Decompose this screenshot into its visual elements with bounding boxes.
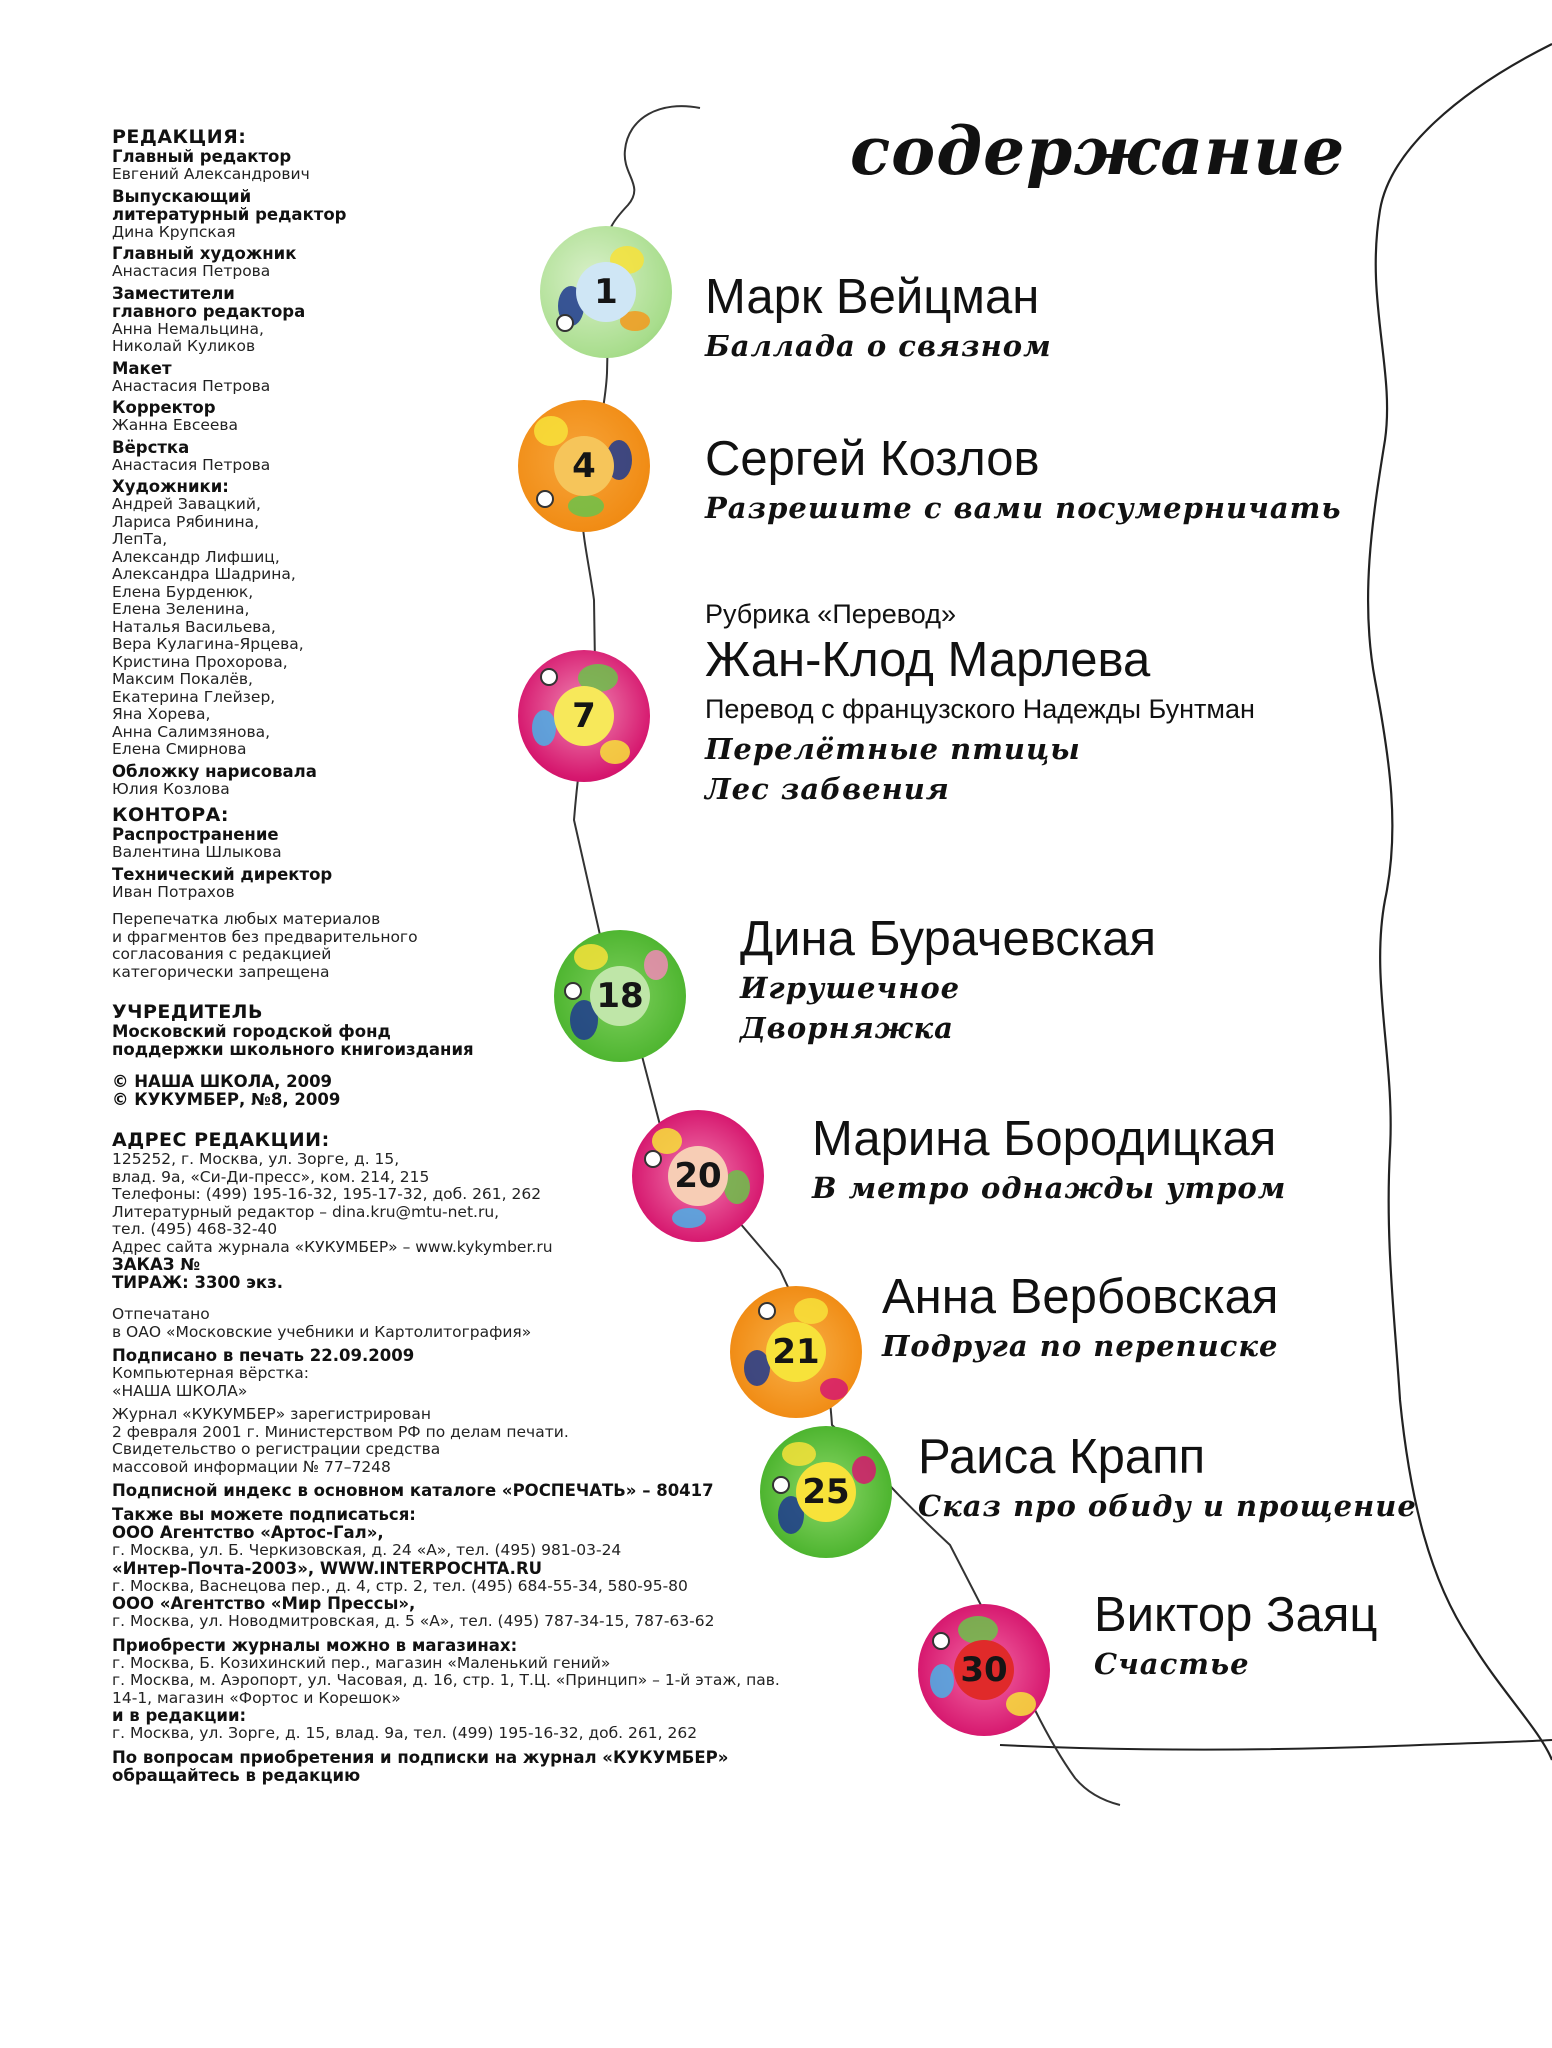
staff-names: Юлия Козлова bbox=[112, 779, 230, 798]
page-badge-7[interactable] bbox=[518, 650, 650, 782]
page-number: 21 bbox=[766, 1322, 826, 1382]
rubric-label: Рубрика «Перевод» bbox=[705, 599, 957, 629]
author-name[interactable]: Дина Бурачевская bbox=[740, 912, 1156, 966]
author-name[interactable]: Марина Бородицкая bbox=[812, 1112, 1277, 1166]
run-text: ТИРАЖ: 3300 экз. bbox=[112, 1273, 283, 1292]
office-names: Валентина Шлыкова bbox=[112, 843, 282, 861]
page-number: 25 bbox=[796, 1462, 856, 1522]
toc-entry[interactable] bbox=[705, 430, 1341, 528]
badge-dot bbox=[540, 668, 558, 686]
staff-names: Дина Крупская bbox=[112, 222, 236, 241]
agency-name: «Интер-Почта-2003», WWW.INTERPOCHTA.RU bbox=[112, 1558, 543, 1578]
author-name[interactable]: Жан-Клод Марлева bbox=[705, 633, 1151, 687]
work-title[interactable]: Подруга по переписке bbox=[882, 1329, 1279, 1363]
staff-names: Андрей Завацкий, Лариса Рябинина, ЛепТа, Александр Лифшиц, Александра Шадрина, Елена Бурденюк, Елена Зеленина, Наталья Васильева, Вера Кулагина-Ярцева, Кристина Прохорова, Максим Покалёв, Екатерина Глейзер, Яна Хорева, Анна Салимзянова, Елена Смирнова bbox=[112, 495, 304, 758]
printed-text: Отпечатано в ОАО «Московские учебники и Картолитография» bbox=[112, 1305, 532, 1341]
shops-text: г. Москва, Б. Козихинский пер., магазин «Маленький гений» г. Москва, м. Аэропорт, ул. Часовая, д. 16, стр. 1, Т.Ц. «Принцип» – 1-й этаж, пав. 14-1, магазин «Фортос и Корешок» bbox=[112, 1653, 780, 1707]
questions-text: По вопросам приобретения и подписки на журнал «КУКУМБЕР» обращайтесь в редакцию bbox=[112, 1747, 729, 1785]
author-name[interactable]: Сергей Козлов bbox=[705, 432, 1040, 486]
in-office-heading: и в редакции: bbox=[112, 1706, 247, 1725]
reprint-notice: Перепечатка любых материалов и фрагментов без предварительного согласования с редакцией категорически запрещена bbox=[112, 910, 418, 981]
work-title[interactable]: Лес забвения bbox=[705, 772, 950, 806]
page-badge-25[interactable] bbox=[760, 1426, 892, 1558]
page-badge-30[interactable] bbox=[918, 1604, 1050, 1736]
author-name[interactable]: Виктор Заяц bbox=[1094, 1588, 1378, 1642]
work-title[interactable]: Сказ про обиду и прощение bbox=[918, 1489, 1417, 1523]
badge-dot bbox=[556, 314, 574, 332]
work-title[interactable]: Игрушечное bbox=[740, 971, 961, 1005]
badge-dot bbox=[932, 1632, 950, 1650]
staff-names: Анастасия Петрова bbox=[112, 455, 271, 474]
also-subscribe: Также вы можете подписаться: bbox=[112, 1505, 416, 1524]
founder-text: Московский городской фонд поддержки школьного книгоиздания bbox=[112, 1022, 474, 1059]
agency-address: г. Москва, ул. Б. Черкизовская, д. 24 «А», тел. (495) 981-03-24 bbox=[112, 1541, 622, 1559]
subscription-index: Подписной индекс в основном каталоге «РОСПЕЧАТЬ» – 80417 bbox=[112, 1481, 714, 1500]
toc-entry[interactable] bbox=[882, 1268, 1278, 1366]
toc-entry[interactable] bbox=[705, 597, 1255, 809]
in-office-address: г. Москва, ул. Зорге, д. 15, влад. 9а, тел. (499) 195-16-32, доб. 261, 262 bbox=[112, 1724, 698, 1742]
office-heading: КОНТОРА: bbox=[112, 804, 229, 826]
badge-dot bbox=[564, 982, 582, 1000]
page-title: содержание bbox=[850, 112, 1346, 190]
staff-role: Выпускающий литературный редактор bbox=[112, 186, 347, 224]
phones-text: Телефоны: (499) 195-16-32, 195-17-32, доб. 261, 262 bbox=[112, 1185, 542, 1203]
office-role: Распространение bbox=[112, 825, 279, 844]
imprint-column bbox=[112, 120, 832, 1785]
badge-dot bbox=[536, 490, 554, 508]
toc-entry[interactable] bbox=[918, 1428, 1417, 1526]
staff-role: Главный редактор bbox=[112, 147, 292, 166]
staff-names: Анастасия Петрова bbox=[112, 262, 271, 280]
office-names: Иван Потрахов bbox=[112, 882, 235, 901]
page-number: 18 bbox=[590, 966, 650, 1026]
page-badge-1[interactable] bbox=[540, 226, 672, 358]
page-badge-18[interactable] bbox=[554, 930, 686, 1062]
work-title[interactable]: Счастье bbox=[1094, 1647, 1250, 1681]
toc-entry[interactable] bbox=[705, 268, 1052, 366]
page-number: 4 bbox=[554, 436, 614, 496]
agency-address: г. Москва, Васнецова пер., д. 4, стр. 2, тел. (495) 684-55-34, 580-95-80 bbox=[112, 1576, 688, 1595]
founder-heading: УЧРЕДИТЕЛЬ bbox=[112, 1001, 263, 1023]
copyright-text: © НАША ШКОЛА, 2009 © КУКУМБЕР, №8, 2009 bbox=[112, 1072, 341, 1109]
agency-name: ООО Агентство «Артос-Гал», bbox=[112, 1523, 384, 1542]
work-title[interactable]: В метро однажды утром bbox=[812, 1171, 1287, 1205]
address-text: 125252, г. Москва, ул. Зорге, д. 15, влад. 9а, «Си-Ди-пресс», ком. 214, 215 bbox=[112, 1150, 430, 1186]
staff-role: Макет bbox=[112, 358, 172, 378]
order-text: ЗАКАЗ № bbox=[112, 1255, 201, 1274]
toc-entry[interactable] bbox=[740, 910, 1156, 1048]
staff-role: Главный художник bbox=[112, 244, 297, 263]
translator-credit: Перевод с французского Надежды Бунтман bbox=[705, 694, 1255, 724]
registration-text: Журнал «КУКУМБЕР» зарегистрирован 2 февраля 2001 г. Министерством РФ по делам печати. Свидетельство о регистрации средства массовой информации № 77–7248 bbox=[112, 1405, 569, 1476]
shops-heading: Приобрести журналы можно в магазинах: bbox=[112, 1635, 518, 1655]
author-name[interactable]: Раиса Крапп bbox=[918, 1430, 1206, 1484]
staff-names: Анастасия Петрова bbox=[112, 376, 271, 395]
page-number: 30 bbox=[954, 1640, 1014, 1700]
work-title[interactable]: Дворняжка bbox=[740, 1011, 954, 1045]
address-heading: АДРЕС РЕДАКЦИИ: bbox=[112, 1129, 330, 1151]
agency-address: г. Москва, ул. Новодмитровская, д. 5 «А», тел. (495) 787-34-15, 787-63-62 bbox=[112, 1612, 715, 1630]
bottom-right-curve bbox=[1000, 1740, 1552, 1750]
page-number: 20 bbox=[668, 1146, 728, 1206]
work-title[interactable]: Баллада о связном bbox=[705, 329, 1052, 363]
staff-role: Заместители главного редактора bbox=[112, 283, 306, 321]
lit-editor-contact: Литературный редактор – dina.kru@mtu-net.ru, тел. (495) 468-32-40 bbox=[112, 1202, 500, 1238]
badge-dot bbox=[772, 1476, 790, 1494]
staff-names: Анна Немальцина, Николай Куликов bbox=[112, 319, 264, 355]
staff-names: Жанна Евсеева bbox=[112, 416, 239, 434]
badge-dot bbox=[644, 1150, 662, 1168]
badge-dot bbox=[758, 1302, 776, 1320]
page-badge-21[interactable] bbox=[730, 1286, 862, 1418]
layout-text: Компьютерная вёрстка: «НАША ШКОЛА» bbox=[112, 1364, 309, 1400]
agency-name: ООО «Агентство «Мир Прессы», bbox=[112, 1594, 416, 1613]
toc-entry[interactable] bbox=[1094, 1586, 1378, 1684]
page-badge-4[interactable] bbox=[518, 400, 650, 532]
office-role: Технический директор bbox=[112, 864, 333, 884]
staff-role: Обложку нарисовала bbox=[112, 761, 317, 781]
site-text: Адрес сайта журнала «КУКУМБЕР» – www.kykymber.ru bbox=[112, 1237, 553, 1256]
author-name[interactable]: Анна Вербовская bbox=[882, 1270, 1279, 1324]
page-number: 1 bbox=[576, 262, 636, 322]
staff-role: Корректор bbox=[112, 398, 216, 417]
work-title[interactable]: Перелётные птицы bbox=[705, 732, 1081, 766]
staff-role: Вёрстка bbox=[112, 437, 190, 457]
staff-role: Художники: bbox=[112, 477, 229, 496]
staff-names: Евгений Александрович bbox=[112, 165, 310, 183]
author-name[interactable]: Марк Вейцман bbox=[705, 270, 1040, 324]
toc-entry[interactable] bbox=[812, 1110, 1286, 1208]
page-badge-20[interactable] bbox=[632, 1110, 764, 1242]
signed-text: Подписано в печать 22.09.2009 bbox=[112, 1346, 415, 1365]
staff-heading: РЕДАКЦИЯ: bbox=[112, 126, 247, 148]
page-number: 7 bbox=[554, 686, 614, 746]
work-title[interactable]: Разрешите с вами посумерничать bbox=[705, 491, 1342, 525]
